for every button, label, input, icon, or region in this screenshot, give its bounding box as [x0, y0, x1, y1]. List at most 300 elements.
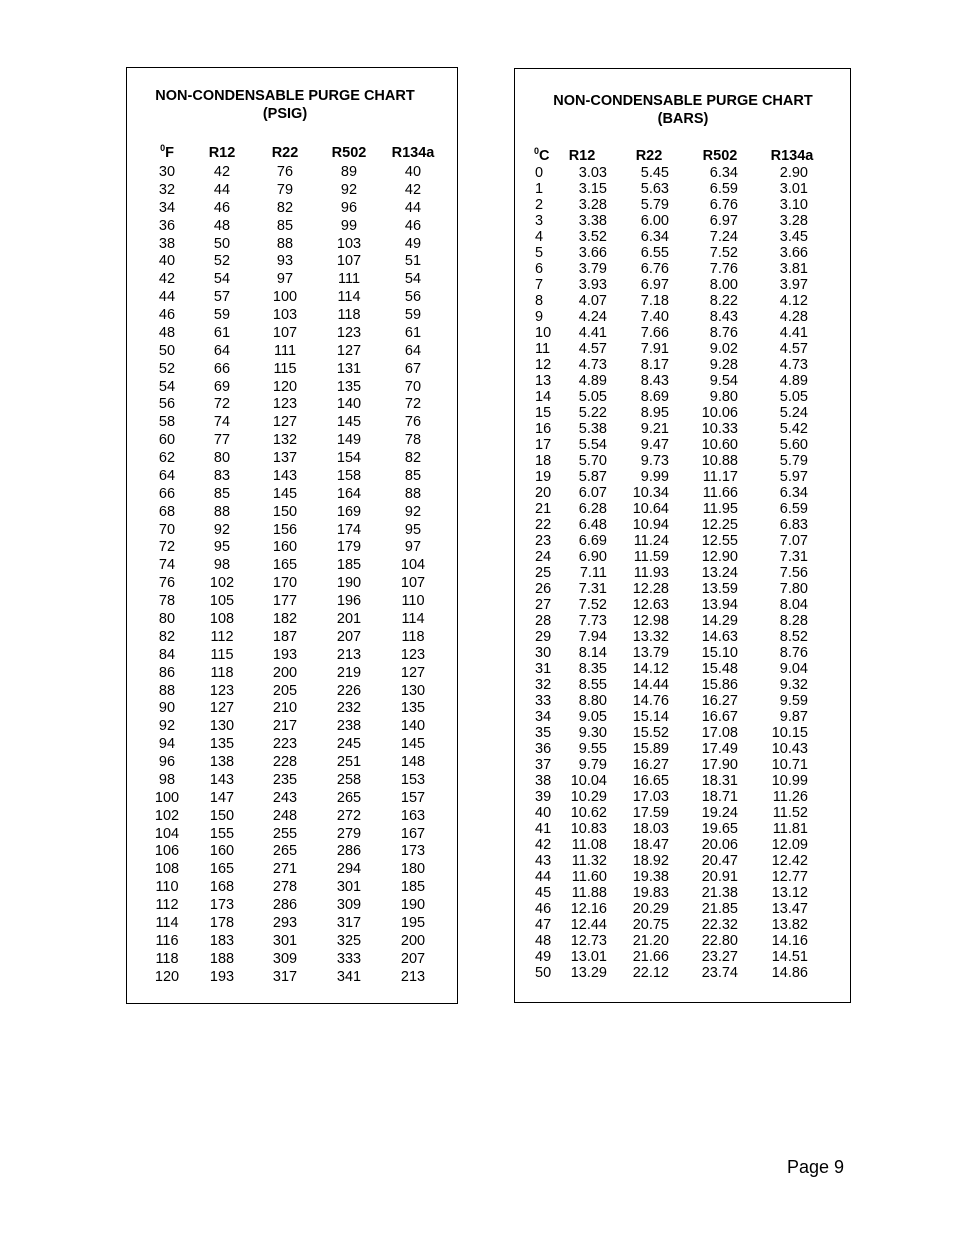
bars-cell-r22: 12.98 — [632, 613, 669, 629]
psig-cell-r134a: 95 — [404, 521, 422, 538]
psig-cell-r12: 95 — [213, 539, 231, 556]
bars-cell-r22: 5.45 — [640, 165, 669, 181]
psig-cell-r502: 251 — [336, 754, 362, 771]
psig-cell-r502: 149 — [336, 432, 362, 449]
bars-cell-r22: 15.14 — [632, 709, 669, 725]
bars-cell-r12: 9.30 — [578, 725, 607, 741]
psig-cell-r502: 265 — [336, 789, 362, 806]
bars-cell-r22: 14.12 — [632, 661, 669, 677]
psig-cell-temp: 42 — [158, 271, 176, 288]
psig-cell-r12: 160 — [209, 843, 235, 860]
psig-cell-r134a: 185 — [400, 879, 426, 896]
psig-cell-r134a: 173 — [400, 843, 426, 860]
bars-cell-r12: 6.69 — [578, 533, 607, 549]
psig-cell-r22: 107 — [272, 324, 298, 341]
psig-cell-temp: 48 — [158, 324, 176, 341]
psig-cell-r12: 127 — [209, 700, 235, 717]
psig-cell-r502: 245 — [336, 736, 362, 753]
bars-cell-r134a: 5.42 — [779, 421, 808, 437]
psig-cell-r12: 72 — [213, 396, 231, 413]
psig-cell-r134a: 97 — [404, 539, 422, 556]
bars-cell-r134a: 4.57 — [779, 341, 808, 357]
psig-cell-r22: 76 — [276, 164, 294, 180]
psig-cell-r12: 183 — [209, 932, 235, 949]
bars-cell-r502: 6.59 — [709, 181, 738, 197]
bars-cell-temp: 13 — [535, 373, 552, 389]
bars-cell-temp: 22 — [535, 517, 552, 533]
bars-cell-temp: 49 — [535, 949, 552, 965]
bars-cell-r22: 9.47 — [640, 437, 669, 453]
bars-cell-temp: 29 — [535, 629, 552, 645]
bars-cell-r134a: 9.87 — [779, 709, 808, 725]
psig-header-temp: $^0$F — [160, 143, 174, 161]
bars-cell-r22: 11.93 — [633, 565, 669, 581]
psig-cell-temp: 32 — [158, 181, 176, 198]
psig-cell-temp: 96 — [158, 754, 176, 771]
bars-cell-r12: 9.55 — [578, 741, 607, 757]
bars-cell-r12: 13.01 — [570, 949, 607, 965]
psig-cell-r502: 238 — [336, 718, 362, 735]
bars-cell-r22: 16.27 — [632, 757, 669, 773]
psig-header-r502: R502 — [331, 145, 367, 161]
bars-cell-r12: 4.07 — [578, 293, 607, 309]
psig-cell-r22: 223 — [272, 736, 298, 753]
psig-cell-r134a: 64 — [404, 342, 422, 359]
psig-cell-temp: 98 — [158, 771, 176, 788]
bars-cell-temp: 36 — [535, 741, 552, 757]
bars-cell-r134a: 3.28 — [779, 213, 808, 229]
psig-cell-r134a: 190 — [400, 897, 426, 914]
bars-cell-r502: 16.27 — [701, 693, 738, 709]
bars-cell-r502: 9.28 — [709, 357, 738, 373]
bars-cell-r134a: 6.34 — [779, 485, 808, 501]
psig-chart-title — [127, 87, 443, 123]
bars-cell-r502: 15.48 — [701, 661, 738, 677]
psig-cell-r134a: 56 — [404, 289, 422, 306]
psig-cell-r22: 301 — [272, 932, 298, 949]
psig-cell-r22: 293 — [272, 914, 298, 931]
bars-cell-r12: 3.66 — [578, 245, 607, 261]
psig-cell-r502: 286 — [336, 843, 362, 860]
bars-cell-r22: 18.92 — [632, 853, 669, 869]
psig-cell-r12: 168 — [209, 879, 235, 896]
bars-cell-r12: 6.07 — [578, 485, 607, 501]
psig-cell-r12: 147 — [209, 789, 235, 806]
bars-cell-temp: 21 — [535, 501, 552, 517]
psig-cell-temp: 44 — [158, 289, 176, 306]
psig-cell-r134a: 157 — [400, 789, 426, 806]
psig-cell-temp: 58 — [158, 414, 176, 431]
bars-cell-temp: 15 — [535, 405, 552, 421]
psig-cell-temp: 34 — [158, 199, 176, 216]
psig-cell-r12: 193 — [209, 968, 235, 985]
psig-cell-r12: 74 — [213, 414, 231, 431]
bars-cell-r134a: 8.28 — [779, 613, 808, 629]
bars-cell-r502: 20.91 — [701, 869, 738, 885]
psig-cell-r134a: 82 — [404, 450, 422, 467]
psig-cell-temp: 78 — [158, 593, 176, 610]
psig-cell-r134a: 167 — [400, 825, 426, 842]
bars-cell-r12: 3.38 — [578, 213, 607, 229]
bars-cell-temp: 41 — [535, 821, 552, 837]
bars-cell-r502: 20.06 — [701, 837, 738, 853]
psig-cell-r134a: 54 — [404, 271, 422, 288]
psig-cell-r12: 83 — [213, 467, 231, 484]
psig-cell-r134a: 118 — [401, 628, 425, 645]
psig-cell-r502: 111 — [337, 271, 361, 288]
bars-cell-temp: 33 — [535, 693, 552, 709]
bars-cell-r502: 8.76 — [709, 325, 738, 341]
psig-cell-r12: 155 — [209, 825, 235, 842]
psig-header-r134a: R134a — [391, 145, 435, 161]
psig-cell-r502: 272 — [336, 807, 362, 824]
bars-cell-r502: 10.33 — [701, 421, 738, 437]
bars-cell-r12: 4.24 — [578, 309, 607, 325]
bars-cell-r12: 11.60 — [571, 869, 607, 885]
bars-purge-chart — [514, 68, 851, 1003]
bars-cell-r502: 19.65 — [701, 821, 738, 837]
bars-cell-r22: 6.34 — [640, 229, 669, 245]
bars-cell-r22: 8.43 — [640, 373, 669, 389]
bars-cell-r12: 4.89 — [578, 373, 607, 389]
psig-cell-temp: 46 — [158, 307, 176, 324]
psig-cell-r12: 44 — [213, 181, 231, 198]
psig-cell-r22: 132 — [272, 432, 298, 449]
bars-cell-r134a: 10.43 — [771, 741, 808, 757]
bars-cell-r502: 10.88 — [701, 453, 738, 469]
psig-cell-temp: 66 — [158, 485, 176, 502]
psig-cell-temp: 100 — [154, 789, 180, 806]
psig-cell-r134a: 42 — [404, 181, 422, 198]
bars-cell-r22: 16.65 — [632, 773, 669, 789]
bars-cell-temp: 23 — [535, 533, 552, 549]
bars-cell-r12: 8.80 — [578, 693, 607, 709]
bars-cell-temp: 16 — [535, 421, 552, 437]
bars-cell-r502: 15.10 — [701, 645, 738, 661]
bars-cell-r22: 8.95 — [640, 405, 669, 421]
bars-cell-r134a: 4.28 — [779, 309, 808, 325]
bars-cell-temp: 2 — [535, 197, 544, 213]
psig-cell-temp: 110 — [155, 879, 179, 896]
psig-cell-r12: 59 — [213, 307, 231, 324]
psig-cell-r134a: 135 — [400, 700, 426, 717]
psig-cell-r22: 145 — [272, 485, 298, 502]
bars-cell-temp: 12 — [535, 357, 552, 373]
bars-cell-r22: 9.73 — [640, 453, 669, 469]
bars-cell-r134a: 5.05 — [779, 389, 808, 405]
psig-cell-temp: 84 — [158, 646, 176, 663]
bars-cell-r134a: 14.86 — [771, 965, 808, 981]
psig-cell-r134a: 92 — [404, 503, 422, 520]
psig-cell-r12: 102 — [209, 575, 235, 592]
bars-cell-temp: 20 — [535, 485, 552, 501]
bars-cell-temp: 14 — [535, 389, 552, 405]
bars-cell-r134a: 2.90 — [779, 165, 808, 181]
psig-cell-r12: 108 — [209, 611, 235, 627]
bars-cell-temp: 6 — [535, 261, 544, 277]
bars-cell-temp: 11 — [535, 341, 551, 357]
psig-cell-r12: 165 — [209, 861, 235, 878]
bars-cell-temp: 0 — [535, 165, 544, 181]
psig-cell-temp: 30 — [158, 164, 176, 180]
psig-cell-r12: 130 — [209, 718, 235, 735]
psig-cell-r134a: 123 — [400, 646, 426, 663]
bars-cell-r134a: 13.82 — [771, 917, 808, 933]
bars-cell-temp: 30 — [535, 645, 552, 661]
bars-cell-r502: 10.06 — [701, 405, 738, 421]
psig-cell-r502: 232 — [336, 700, 362, 717]
bars-cell-r22: 20.29 — [632, 901, 669, 917]
psig-cell-r502: 96 — [340, 199, 358, 216]
psig-cell-r134a: 44 — [404, 199, 422, 216]
psig-cell-r502: 317 — [336, 914, 362, 931]
psig-cell-r22: 286 — [272, 897, 298, 914]
psig-cell-r502: 135 — [336, 378, 362, 395]
bars-cell-r134a: 6.83 — [779, 517, 808, 533]
psig-cell-r22: 193 — [272, 646, 298, 663]
bars-cell-temp: 3 — [535, 213, 544, 229]
psig-cell-r22: 79 — [276, 181, 294, 198]
bars-cell-r134a: 8.04 — [779, 597, 808, 613]
psig-cell-r502: 131 — [336, 360, 362, 377]
psig-cell-r12: 50 — [213, 235, 231, 252]
psig-cell-temp: 56 — [158, 396, 176, 413]
psig-cell-r134a: 40 — [404, 164, 422, 180]
bars-cell-r134a: 11.81 — [772, 821, 808, 837]
bars-cell-r12: 7.73 — [578, 613, 607, 629]
bars-cell-r12: 12.16 — [570, 901, 607, 917]
psig-cell-r502: 226 — [336, 682, 362, 699]
psig-cell-r134a: 61 — [404, 324, 422, 341]
bars-cell-r12: 9.79 — [578, 757, 607, 773]
psig-cell-temp: 116 — [155, 932, 179, 949]
bars-cell-r12: 13.29 — [570, 965, 607, 981]
bars-cell-r134a: 5.24 — [779, 405, 808, 421]
bars-cell-r22: 15.52 — [632, 725, 669, 741]
bars-cell-r12: 11.08 — [571, 837, 607, 853]
psig-cell-r134a: 110 — [401, 593, 425, 610]
psig-cell-r22: 200 — [272, 664, 298, 681]
bars-chart-title-line1: NON-CONDENSABLE PURGE CHART — [553, 93, 813, 109]
psig-cell-temp: 70 — [158, 521, 176, 538]
psig-cell-r502: 114 — [337, 289, 361, 306]
psig-cell-r502: 213 — [336, 646, 362, 663]
psig-cell-r134a: 207 — [400, 950, 426, 967]
psig-cell-r502: 190 — [336, 575, 362, 592]
psig-cell-r22: 137 — [272, 450, 298, 467]
psig-cell-r134a: 140 — [400, 718, 426, 735]
bars-cell-r502: 16.67 — [701, 709, 738, 725]
bars-chart-title-line2: (BARS) — [657, 111, 709, 127]
bars-cell-r134a: 12.42 — [771, 853, 808, 869]
bars-cell-r502: 6.97 — [709, 213, 738, 229]
bars-cell-r502: 12.25 — [701, 517, 738, 533]
psig-cell-r12: 115 — [210, 646, 234, 663]
bars-cell-temp: 45 — [535, 885, 552, 901]
bars-header-r134a: R134a — [770, 148, 814, 164]
bars-cell-r12: 4.73 — [578, 357, 607, 373]
bars-cell-r22: 7.91 — [640, 341, 669, 357]
psig-cell-r502: 201 — [336, 611, 362, 627]
bars-cell-r22: 14.76 — [632, 693, 669, 709]
bars-cell-r22: 5.63 — [640, 181, 669, 197]
bars-cell-r134a: 3.97 — [779, 277, 808, 293]
psig-cell-temp: 88 — [158, 682, 176, 699]
psig-cell-r12: 57 — [213, 289, 231, 306]
bars-cell-r12: 4.57 — [578, 341, 607, 357]
bars-cell-r12: 10.83 — [570, 821, 607, 837]
bars-cell-r134a: 5.79 — [779, 453, 808, 469]
bars-cell-r134a: 12.77 — [771, 869, 808, 885]
psig-cell-r12: 48 — [213, 217, 231, 234]
bars-cell-r502: 17.90 — [701, 757, 738, 773]
psig-header-r22: R22 — [271, 145, 299, 161]
psig-cell-r134a: 180 — [400, 861, 426, 878]
psig-cell-temp: 118 — [155, 950, 179, 967]
psig-cell-r12: 178 — [209, 914, 235, 931]
bars-cell-temp: 39 — [535, 789, 552, 805]
psig-cell-r22: 123 — [272, 396, 298, 413]
bars-cell-r22: 6.55 — [640, 245, 669, 261]
bars-cell-r22: 10.94 — [632, 517, 669, 533]
bars-cell-r22: 19.83 — [632, 885, 669, 901]
bars-cell-r134a: 3.45 — [779, 229, 808, 245]
bars-cell-r12: 3.79 — [578, 261, 607, 277]
bars-cell-r502: 7.52 — [709, 245, 738, 261]
psig-cell-r502: 174 — [336, 521, 362, 538]
bars-cell-r502: 11.17 — [702, 469, 738, 485]
bars-cell-r134a: 8.76 — [779, 645, 808, 661]
psig-cell-r22: 93 — [276, 253, 294, 270]
bars-cell-r502: 7.24 — [709, 229, 738, 245]
bars-cell-r134a: 4.89 — [779, 373, 808, 389]
psig-cell-temp: 108 — [154, 861, 180, 878]
bars-cell-r12: 6.48 — [578, 517, 607, 533]
bars-cell-r502: 12.90 — [701, 549, 738, 565]
bars-cell-r502: 10.60 — [701, 437, 738, 453]
psig-cell-r22: 165 — [272, 557, 298, 574]
psig-cell-r22: 271 — [272, 861, 298, 878]
psig-cell-temp: 90 — [158, 700, 176, 717]
psig-cell-r22: 111 — [273, 342, 297, 359]
psig-cell-r134a: 163 — [400, 807, 426, 824]
bars-cell-r134a: 7.31 — [779, 549, 808, 565]
psig-cell-temp: 64 — [158, 467, 176, 484]
bars-cell-r502: 13.94 — [701, 597, 738, 613]
psig-cell-r22: 82 — [276, 199, 294, 216]
bars-cell-r134a: 9.59 — [779, 693, 808, 709]
psig-cell-r502: 309 — [336, 897, 362, 914]
bars-cell-r502: 9.80 — [709, 389, 738, 405]
psig-cell-r134a: 59 — [404, 307, 422, 324]
bars-cell-r502: 13.24 — [701, 565, 738, 581]
psig-cell-r502: 145 — [336, 414, 362, 431]
bars-header-r502: R502 — [702, 148, 738, 164]
bars-cell-r22: 17.03 — [632, 789, 669, 805]
psig-cell-r502: 219 — [336, 664, 362, 681]
bars-cell-r134a: 6.59 — [779, 501, 808, 517]
psig-cell-r134a: 51 — [404, 253, 422, 270]
psig-cell-temp: 40 — [158, 253, 176, 270]
bars-cell-temp: 37 — [535, 757, 552, 773]
psig-cell-temp: 106 — [154, 843, 180, 860]
psig-cell-temp: 104 — [154, 825, 180, 842]
bars-cell-r22: 7.66 — [640, 325, 669, 341]
psig-cell-temp: 60 — [158, 432, 176, 449]
psig-cell-r134a: 195 — [400, 914, 426, 931]
psig-cell-r502: 103 — [336, 235, 362, 252]
bars-cell-r134a: 8.52 — [779, 629, 808, 645]
bars-cell-temp: 48 — [535, 933, 552, 949]
bars-cell-r22: 9.99 — [640, 469, 669, 485]
bars-cell-r12: 10.29 — [570, 789, 607, 805]
psig-cell-r12: 135 — [209, 736, 235, 753]
bars-cell-r22: 12.28 — [632, 581, 669, 597]
psig-cell-r502: 92 — [340, 181, 358, 198]
psig-cell-temp: 72 — [158, 539, 176, 556]
bars-cell-temp: 5 — [535, 245, 544, 261]
bars-cell-r12: 6.90 — [578, 549, 607, 565]
psig-cell-r22: 156 — [272, 521, 298, 538]
bars-cell-r22: 9.21 — [640, 421, 669, 437]
psig-cell-r22: 160 — [272, 539, 298, 556]
bars-cell-r134a: 10.15 — [771, 725, 808, 741]
psig-cell-temp: 94 — [158, 736, 176, 753]
psig-cell-r134a: 213 — [400, 968, 426, 985]
psig-cell-r12: 123 — [209, 682, 235, 699]
bars-cell-r502: 12.55 — [701, 533, 738, 549]
psig-cell-temp: 82 — [158, 628, 176, 645]
bars-cell-r502: 14.63 — [701, 629, 738, 645]
bars-cell-r12: 7.52 — [578, 597, 607, 613]
bars-cell-r502: 8.00 — [709, 277, 738, 293]
psig-cell-temp: 80 — [158, 611, 176, 627]
psig-cell-r502: 185 — [336, 557, 362, 574]
psig-cell-temp: 38 — [158, 235, 176, 252]
psig-cell-r502: 196 — [336, 593, 362, 610]
psig-cell-r502: 127 — [336, 342, 362, 359]
bars-cell-temp: 9 — [535, 309, 544, 325]
psig-cell-r502: 169 — [336, 503, 362, 520]
bars-cell-r22: 6.97 — [640, 277, 669, 293]
psig-cell-r502: 89 — [340, 164, 358, 180]
psig-cell-temp: 112 — [155, 897, 179, 914]
bars-cell-temp: 31 — [535, 661, 552, 677]
psig-cell-r502: 118 — [337, 307, 361, 324]
bars-cell-temp: 24 — [535, 549, 552, 565]
psig-cell-r502: 123 — [336, 324, 362, 341]
bars-cell-temp: 18 — [535, 453, 552, 469]
bars-cell-r22: 18.47 — [632, 837, 669, 853]
bars-cell-r22: 12.63 — [632, 597, 669, 613]
psig-cell-r22: 217 — [272, 718, 298, 735]
bars-cell-temp: 46 — [535, 901, 552, 917]
psig-cell-r134a: 200 — [400, 932, 426, 949]
psig-cell-r134a: 67 — [404, 360, 422, 377]
psig-header-r12: R12 — [208, 145, 236, 161]
psig-cell-r134a: 46 — [404, 217, 422, 234]
bars-cell-r12: 7.94 — [578, 629, 607, 645]
bars-cell-r502: 7.76 — [709, 261, 738, 277]
psig-cell-r502: 99 — [340, 217, 358, 234]
psig-cell-r134a: 145 — [400, 736, 426, 753]
bars-cell-r22: 10.64 — [632, 501, 669, 517]
bars-cell-r22: 15.89 — [632, 741, 669, 757]
bars-cell-temp: 40 — [535, 805, 552, 821]
bars-cell-r134a: 3.10 — [779, 197, 808, 213]
bars-cell-r502: 14.29 — [701, 613, 738, 629]
psig-cell-r22: 170 — [272, 575, 298, 592]
